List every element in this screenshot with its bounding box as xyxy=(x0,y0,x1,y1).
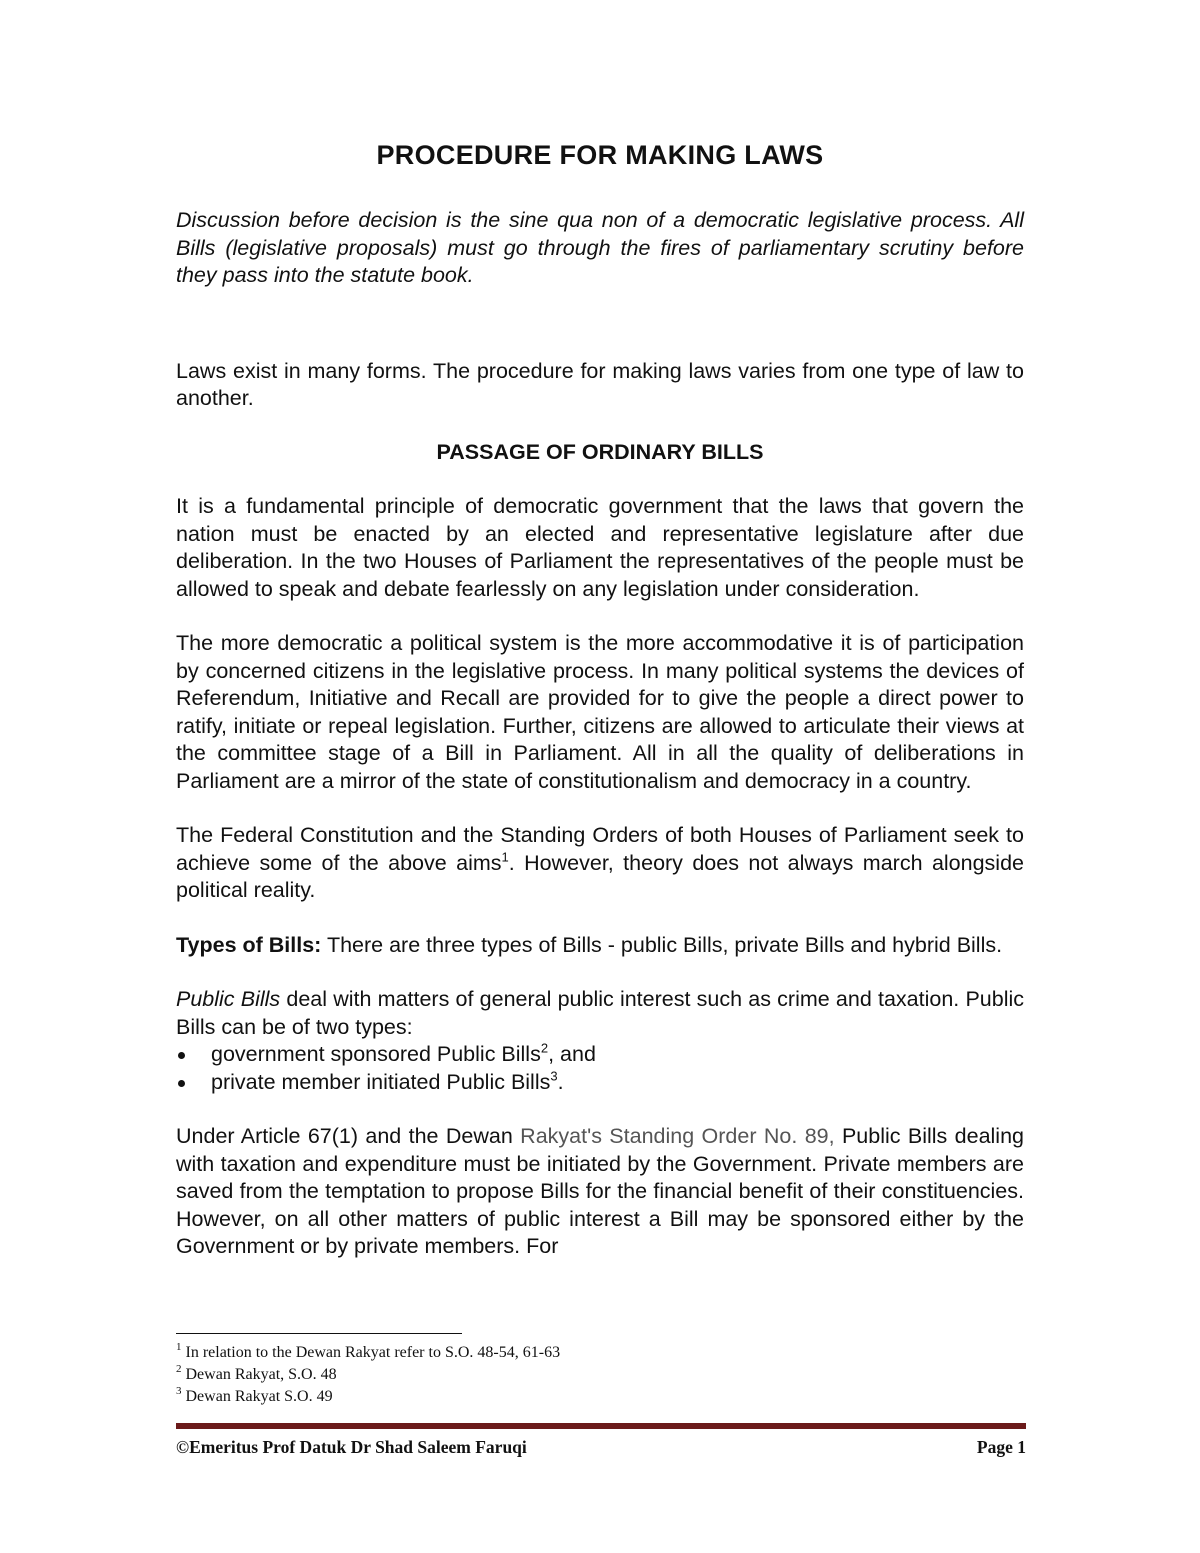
paragraph-federal-constitution xyxy=(176,822,1024,905)
para3-text-end: . However, theory does not always march alongside political reality. xyxy=(176,850,1024,903)
para-last-a: Under Article 67(1) and the Dewan xyxy=(176,1124,521,1149)
page-footer xyxy=(176,1437,1026,1458)
footer-rule xyxy=(176,1423,1026,1429)
page-number: Page 1 xyxy=(976,1437,1026,1457)
footnote-text: Dewan Rakyat S.O. 49 xyxy=(181,1388,333,1405)
section-heading: PASSAGE OF ORDINARY BILLS xyxy=(436,439,764,464)
epigraph: Discussion before decision is the sine qua non of a democratic legislative process. All Bills (legislative proposals) must go through the fires of parliamentary scrutiny before they pass into the statute book. xyxy=(176,208,1024,288)
footnote-2 xyxy=(176,1364,1024,1386)
footnote-ref-2: 2 xyxy=(540,1040,549,1056)
paragraph-article-67 xyxy=(176,1123,1024,1261)
page-body xyxy=(176,138,1024,1261)
footnote-ref-1: 1 xyxy=(501,849,509,865)
types-text: There are three types of Bills - public Bills, private Bills and hybrid Bills. xyxy=(321,932,1003,957)
list-item-text: government sponsored Public Bills xyxy=(211,1042,541,1067)
types-label: Types of Bills: xyxy=(176,932,322,957)
footnote-1 xyxy=(176,1342,1024,1364)
paragraph-types-of-bills xyxy=(176,932,1024,960)
footnote-text: In relation to the Dewan Rakyat refer to S.O. 48-54, 61-63 xyxy=(181,1344,561,1361)
intro-paragraph: Laws exist in many forms. The procedure for making laws varies from one type of law to another. xyxy=(176,358,1024,411)
footnote-text: Dewan Rakyat, S.O. 48 xyxy=(181,1366,337,1383)
list-item-text: private member initiated Public Bills xyxy=(211,1069,551,1094)
page-title: PROCEDURE FOR MAKING LAWS xyxy=(376,140,824,170)
para3-text: The Federal Constitution and the Standing Orders of both Houses of Parliament seek to achieve some of the above aims xyxy=(176,823,1024,875)
bullet-icon xyxy=(178,1080,185,1087)
paragraph-public-bills xyxy=(176,986,1024,1041)
para-last-b: Rakyat's Standing Order No. 89, xyxy=(520,1124,835,1149)
footnote-3 xyxy=(176,1386,1024,1408)
footnotes xyxy=(176,1342,1024,1408)
footnote-separator xyxy=(176,1333,462,1334)
footnote-num: 2 xyxy=(176,1362,182,1375)
list-item-suffix: . xyxy=(557,1069,564,1094)
paragraph-participation: The more democratic a political system is the more accommodative it is of participation by concerned citizens in the legislative process. In many political systems the devices of Referendum, Initiative and Recall are provided for to give the people a direct power to ratify, initiate or repeal legislation. Further, citizens are allowed to articulate their views at the committee stage of a Bill in Parliament. All in all the quality of deliberations in Parliament are a mirror of the state of constitutionalism and democracy in a country. xyxy=(176,631,1024,793)
paragraph-principle: It is a fundamental principle of democratic government that the laws that govern the nation must be enacted by an elected and representative legislature after due deliberation. In the two Houses of Parliament the representatives of the people must be allowed to speak and debate fearlessly on any legislation under consideration. xyxy=(176,494,1024,601)
public-bills-text: deal with matters of general public interest such as crime and taxation. Public Bills can be of two types: xyxy=(176,987,1025,1039)
list-item xyxy=(176,1069,1024,1097)
footnote-ref-3: 3 xyxy=(550,1068,558,1084)
bill-types-list xyxy=(176,1041,1024,1096)
footnote-num: 1 xyxy=(176,1340,182,1353)
para-last-c: Public Bills dealing with taxation and expenditure must be initiated by the Government. Private members are saved from the temptation to propose Bills for the financial benefit of their constituencies. However, on all other matters of public interest a Bill may be sponsored either by the Government or by private members. For xyxy=(176,1124,1024,1259)
list-item xyxy=(176,1041,1024,1069)
bullet-icon xyxy=(178,1052,185,1059)
public-bills-label: Public Bills xyxy=(176,987,281,1012)
footer-author: ©Emeritus Prof Datuk Dr Shad Saleem Faruqi xyxy=(176,1437,527,1457)
list-item-suffix: , and xyxy=(548,1042,596,1067)
footnote-num: 3 xyxy=(176,1384,182,1397)
